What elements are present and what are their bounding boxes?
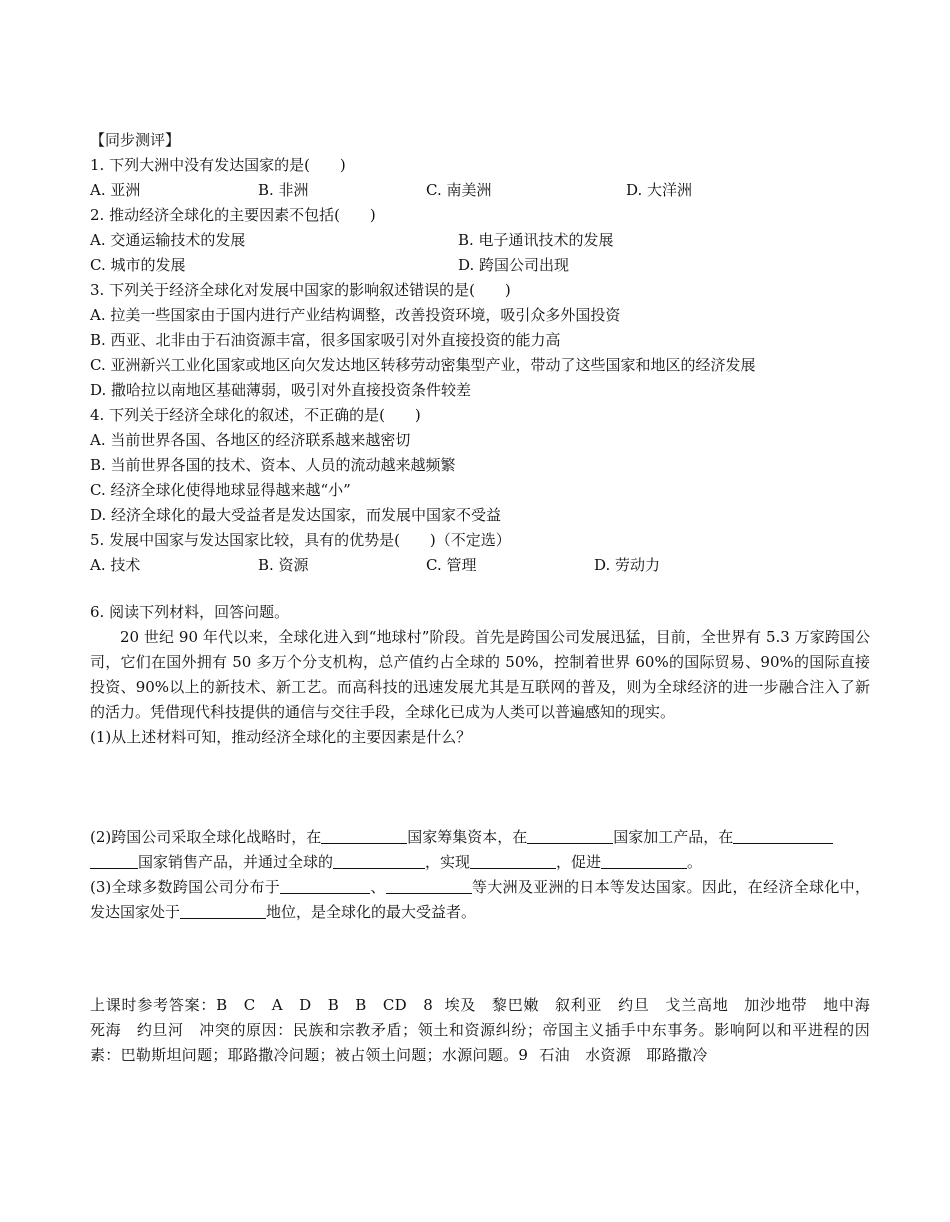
question-6-sub3: (3)全球多数跨国公司分布于 、 等大洲及亚洲的日本等发达国家。因此，在经济全球化中，发达国家处于 地位，是全球化的最大受益者。: [90, 878, 870, 921]
option-a: A. 交通运输技术的发展: [90, 231, 246, 249]
reading-material: 20 世纪 90 年代以来，全球化进入到“地球村”阶段。首先是跨国公司发展迅猛，目前，全世界有 5.3 万家跨国公司，它们在国外拥有 50 多万个分支机构，总产值约占全球的 50%，控制着世界 60%的国际贸易、90%的国际直接投资、90%以上的新技术、新工艺。而高科技的迅速发展尤其是互联网的普及，则为全球经济的进一步融合注入了新的活力。凭借现代科技提供的通信与交往手段，全球化已成为人类可以普遍感知的现实。: [90, 628, 870, 721]
question-2-stem: 2. 推动经济全球化的主要因素不包括( ): [90, 206, 376, 224]
option-d: D. 大洋洲: [626, 181, 693, 199]
blank-field[interactable]: [90, 851, 138, 869]
blank-field[interactable]: [333, 851, 425, 869]
option-d: D. 跨国公司出现: [458, 256, 570, 274]
blank-field[interactable]: [180, 901, 266, 919]
question-1-stem: 1. 下列大洲中没有发达国家的是( ): [90, 156, 346, 174]
option-b: B. 西亚、北非由于石油资源丰富，很多国家吸引对外直接投资的能力高: [90, 331, 561, 349]
question-4-stem: 4. 下列关于经济全球化的叙述，不正确的是( ): [90, 406, 421, 424]
question-5-options: [90, 553, 870, 578]
option-a: A. 亚洲: [90, 181, 141, 199]
blank-field[interactable]: [470, 851, 556, 869]
option-c: C. 管理: [426, 556, 477, 574]
option-d: D. 经济全球化的最大受益者是发达国家，而发展中国家不受益: [90, 506, 502, 524]
blank-field[interactable]: [601, 851, 687, 869]
option-a: A. 拉美一些国家由于国内进行产业结构调整，改善投资环境，吸引众多外国投资: [90, 306, 621, 324]
option-c: C. 南美洲: [426, 181, 492, 199]
option-b: B. 电子通讯技术的发展: [458, 231, 614, 249]
blank-field[interactable]: [527, 826, 613, 844]
blank-field[interactable]: [280, 876, 370, 894]
worksheet: [90, 128, 886, 1068]
question-1-options: [90, 178, 870, 203]
option-d: D. 劳动力: [594, 556, 661, 574]
question-2-options-row2: [90, 253, 870, 278]
section-title: 【同步测评】: [90, 131, 181, 149]
question-3-stem: 3. 下列关于经济全球化对发展中国家的影响叙述错误的是( ): [90, 281, 511, 299]
option-d: D. 撒哈拉以南地区基础薄弱，吸引对外直接投资条件较差: [90, 381, 472, 399]
blank-field[interactable]: [733, 826, 833, 844]
option-b: B. 资源: [258, 556, 309, 574]
option-a: A. 技术: [90, 556, 141, 574]
question-6-stem: 6. 阅读下列材料，回答问题。: [90, 603, 290, 621]
blank-field[interactable]: [321, 826, 407, 844]
blank-field[interactable]: [386, 876, 472, 894]
option-c: C. 经济全球化使得地球显得越来越“小”: [90, 481, 351, 499]
question-2-options-row1: [90, 228, 870, 253]
option-b: B. 当前世界各国的技术、资本、人员的流动越来越频繁: [90, 456, 456, 474]
option-c: C. 亚洲新兴工业化国家或地区向欠发达地区转移劳动密集型产业，带动了这些国家和地区的经济发展: [90, 356, 756, 374]
option-c: C. 城市的发展: [90, 256, 186, 274]
reference-answers: 上课时参考答案：B C A D B B CD 8 埃及 黎巴嫩 叙利亚 约旦 戈兰高地 加沙地带 地中海 死海 约旦河 冲突的原因：民族和宗教矛盾；领土和资源纠纷；帝国主义插手中东事务。影响阿以和平进程的因素：巴勒斯坦问题；耶路撒冷问题；被占领土问题；水源问题。9 石油 水资源 耶路撒冷: [90, 996, 886, 1064]
question-5-stem: 5. 发展中国家与发达国家比较，具有的优势是( )（不定选）: [90, 531, 511, 549]
option-b: B. 非洲: [258, 181, 309, 199]
question-6-sub2: (2)跨国公司采取全球化战略时，在 国家筹集资本，在 国家加工产品，在 国家销售产品，并通过全球的 ，实现 ，促进 。: [90, 825, 870, 875]
question-6-sub1: (1)从上述材料可知，推动经济全球化的主要因素是什么？: [90, 728, 472, 746]
option-a: A. 当前世界各国、各地区的经济联系越来越密切: [90, 431, 411, 449]
